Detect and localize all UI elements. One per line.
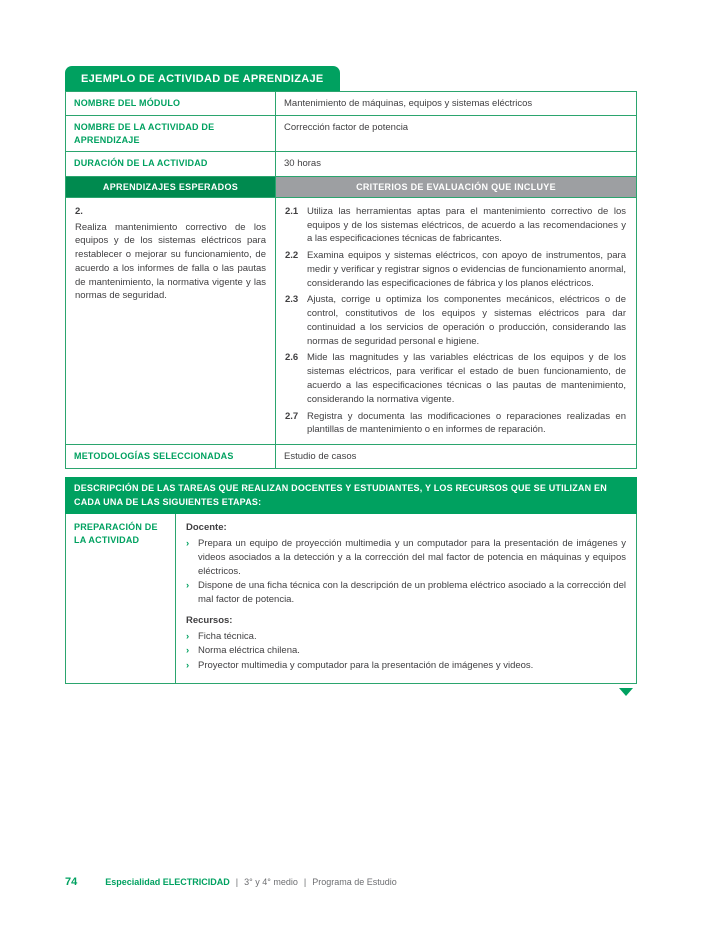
criteria-text: Examina equipos y sistemas eléctricos, con apoyo de instrumentos, para medir y verificar y registrar signos o evidencias de funcionamiento anormal, considerando las especificaciones de fábrica y los planos eléctricos. xyxy=(307,250,626,289)
document-content xyxy=(65,66,637,696)
docente-item-text: Dispone de una ficha técnica con la descripción de un problema eléctrico asociado a la corrección del mal factor de potencia. xyxy=(198,580,626,606)
evaluation-criteria-cell xyxy=(276,198,636,444)
bullet-icon: › xyxy=(186,580,190,592)
footer-grade: 3° y 4° medio xyxy=(244,877,298,887)
page-title-banner: EJEMPLO DE ACTIVIDAD DE APRENDIZAJE xyxy=(65,66,340,91)
list-item xyxy=(186,630,626,644)
criteria-item xyxy=(285,351,626,406)
criteria-text: Mide las magnitudes y las variables eléctricas de los equipos y de los sistemas eléctricos, para verificar el estado de buen funcionamiento, de acuerdo a las especificaciones técnicas o las pautas de mantenimiento, considerando la normativa vigente. xyxy=(307,352,626,405)
page-footer xyxy=(65,876,397,888)
table-header-row xyxy=(66,177,636,198)
criteria-text: Utiliza las herramientas aptas para el mantenimiento correctivo de los equipos y de los sistemas eléctricos, de acuerdo a las recomendaciones y a las especificaciones técnicas de fabricantes. xyxy=(307,205,626,245)
footer-separator: | xyxy=(303,877,307,887)
table-row-main xyxy=(66,198,636,445)
bullet-icon: › xyxy=(186,630,190,642)
evaluation-criteria-header: CRITERIOS DE EVALUACIÓN QUE INCLUYE xyxy=(276,177,636,197)
criteria-text: Ajusta, corrige u optimiza los componentes mecánicos, eléctricos o de control, constitutivos de los equipos y sistemas eléctricos para dar continuidad a los servicios de operación o producción, considerando las normas de seguridad personal e higiene. xyxy=(307,294,626,347)
docente-item-text: Prepara un equipo de proyección multimedia y un computador para la presentación de imágenes y videos asociados a la detección y a la corrección del mal factor de potencia en máquinas y equipos eléctricos. xyxy=(198,538,626,577)
recursos-item-text: Ficha técnica. xyxy=(198,630,257,642)
methodology-label: METODOLOGÍAS SELECCIONADAS xyxy=(66,445,276,468)
criteria-number: 2.1 xyxy=(285,205,299,217)
table-row-duration xyxy=(66,152,636,176)
tasks-description-banner: DESCRIPCIÓN DE LAS TAREAS QUE REALIZAN DOCENTES Y ESTUDIANTES, Y LOS RECURSOS QUE SE UTILIZAN EN CADA UNA DE LAS SIGUIENTES ETAPAS: xyxy=(65,477,637,514)
expected-learning-cell xyxy=(66,198,276,444)
activity-name-label: NOMBRE DE LA ACTIVIDAD DE APRENDIZAJE xyxy=(66,116,276,151)
bullet-icon: › xyxy=(186,538,190,550)
continuation-triangle-icon xyxy=(619,688,633,696)
criteria-item xyxy=(285,205,626,246)
criteria-item xyxy=(285,410,626,438)
preparation-table xyxy=(65,514,637,684)
page-number: 74 xyxy=(65,876,78,888)
activity-name-value: Corrección factor de potencia xyxy=(284,122,409,134)
criteria-item xyxy=(285,249,626,290)
preparation-stage-label: PREPARACIÓN DE LA ACTIVIDAD xyxy=(66,514,176,683)
expected-learning-number: 2. xyxy=(75,205,83,217)
table-row-module xyxy=(66,92,636,116)
criteria-item xyxy=(285,293,626,348)
table-row-methodology xyxy=(66,445,636,468)
recursos-item-text: Proyector multimedia y computador para la presentación de imágenes y videos. xyxy=(198,660,534,672)
list-item xyxy=(186,579,626,607)
duration-value: 30 horas xyxy=(284,158,321,170)
criteria-number: 2.3 xyxy=(285,294,299,306)
preparation-stage-content xyxy=(176,514,636,683)
duration-label: DURACIÓN DE LA ACTIVIDAD xyxy=(66,152,276,175)
activity-table xyxy=(65,91,637,469)
module-name-label: NOMBRE DEL MÓDULO xyxy=(66,92,276,115)
criteria-number: 2.7 xyxy=(285,410,299,422)
docente-heading: Docente: xyxy=(186,522,227,534)
bullet-icon: › xyxy=(186,645,190,657)
list-item xyxy=(186,659,626,673)
expected-learning-text: Realiza mantenimiento correctivo de los equipos y de los sistemas eléctricos para restablecer o mejorar su funcionamiento, de acuerdo a los informes de falla o las pautas de mantenimiento, la normativa vigente y las normas de seguridad. xyxy=(75,221,266,302)
list-item xyxy=(186,537,626,578)
recursos-item-text: Norma eléctrica chilena. xyxy=(198,645,300,657)
bullet-icon: › xyxy=(186,660,190,672)
list-item xyxy=(186,644,626,658)
expected-learning-header: APRENDIZAJES ESPERADOS xyxy=(66,177,276,197)
module-name-value: Mantenimiento de máquinas, equipos y sistemas eléctricos xyxy=(284,98,533,109)
table-row-activity-name xyxy=(66,116,636,152)
criteria-number: 2.2 xyxy=(285,250,299,262)
footer-separator: | xyxy=(235,877,239,887)
footer-specialty: Especialidad ELECTRICIDAD xyxy=(105,877,230,887)
criteria-text: Registra y documenta las modificaciones o reparaciones realizadas en plantillas de mantenimiento o en informes de reparación. xyxy=(307,410,626,436)
criteria-number: 2.6 xyxy=(285,352,299,364)
footer-program: Programa de Estudio xyxy=(312,877,397,887)
recursos-heading: Recursos: xyxy=(186,614,233,626)
methodology-value: Estudio de casos xyxy=(284,451,357,463)
